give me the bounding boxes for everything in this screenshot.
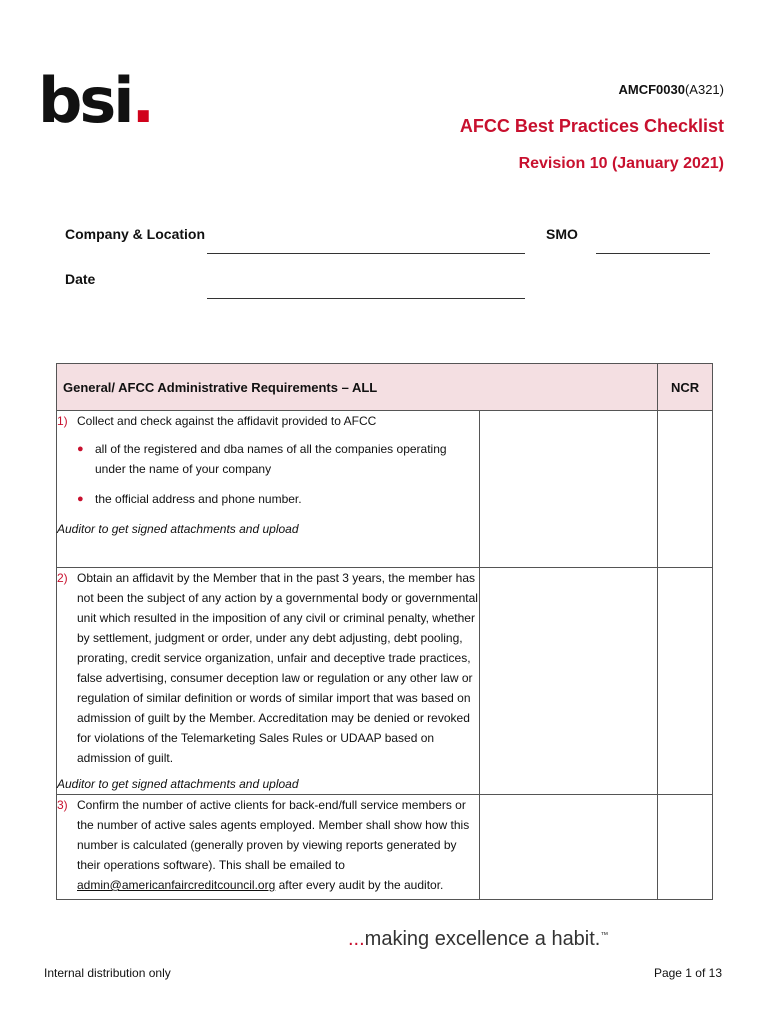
- company-location-field[interactable]: [207, 253, 525, 254]
- table-row: [57, 411, 713, 568]
- ncr-header: NCR: [658, 364, 713, 411]
- table-header-row: [57, 364, 713, 411]
- tagline: ...making excellence a habit.™: [348, 928, 609, 950]
- item-number: 2): [57, 571, 68, 585]
- checklist-table: [56, 363, 713, 900]
- item-number: 1): [57, 414, 68, 428]
- auditor-note: Auditor to get signed attachments and upload: [57, 522, 299, 536]
- date-field[interactable]: [207, 298, 525, 299]
- smo-label: SMO: [546, 226, 578, 242]
- bullet-icon: ●: [77, 443, 84, 455]
- table-row: [57, 795, 713, 900]
- page-number: Page 1 of 13: [653, 966, 722, 980]
- smo-field[interactable]: [596, 253, 710, 254]
- company-location-label: Company & Location: [65, 226, 206, 242]
- auditor-note: Auditor to get signed attachments and upload: [57, 777, 299, 791]
- section-header: General/ AFCC Administrative Requirements – ALL: [57, 364, 658, 411]
- requirement-cell: [57, 795, 480, 900]
- requirement-cell: [57, 568, 480, 795]
- bsi-logo: bsi.: [38, 64, 153, 137]
- ncr-cell[interactable]: [658, 411, 713, 568]
- document-code: AMCF0030(A321): [618, 82, 724, 97]
- requirement-text: Collect and check against the affidavit provided to AFCC: [77, 414, 377, 428]
- table-row: [57, 568, 713, 795]
- list-item: ● the official address and phone number.: [77, 489, 479, 509]
- requirement-text-end: after every audit by the auditor.: [275, 878, 444, 892]
- distribution-note: Internal distribution only: [44, 966, 171, 980]
- date-label: Date: [65, 271, 96, 287]
- requirement-text: Obtain an affidavit by the Member that in the past 3 years, the member has not been the subject of any action by a governmental body or governmental unit which resulted in the imposition of any civil or criminal penalty, whether by settlement, judgment or order, under any debt adjusting, debt pooling, prorating, credit service organization, unfair and deceptive trade practices, false advertising, consumer deception law or regulation or any other law or regulation of similar definition or words of similar import that was based on admission of guilt by the Member. Accreditation may be denied or revoked for violations of the Telemarketing Sales Rules or UDAAP based on admission of guilt.: [77, 571, 478, 765]
- requirement-text: Confirm the number of active clients for back-end/full service members or the number of active sales agents employed. Member shall show how this number is calculated (generally proven by viewing reports generated by their operations software). This shall be emailed to: [77, 798, 470, 872]
- bullet-icon: ●: [77, 493, 84, 505]
- evidence-cell[interactable]: [480, 411, 658, 568]
- document-title: AFCC Best Practices Checklist: [459, 116, 724, 136]
- email-link[interactable]: admin@americanfaircreditcouncil.org: [77, 878, 276, 892]
- item-number: 3): [57, 798, 68, 812]
- document-revision: Revision 10 (January 2021): [518, 155, 724, 172]
- list-item: ● all of the registered and dba names of all the companies operating under the name of your company: [77, 439, 479, 479]
- ncr-cell[interactable]: [658, 568, 713, 795]
- ncr-cell[interactable]: [658, 795, 713, 900]
- requirement-cell: [57, 411, 480, 568]
- evidence-cell[interactable]: [480, 568, 658, 795]
- evidence-cell[interactable]: [480, 795, 658, 900]
